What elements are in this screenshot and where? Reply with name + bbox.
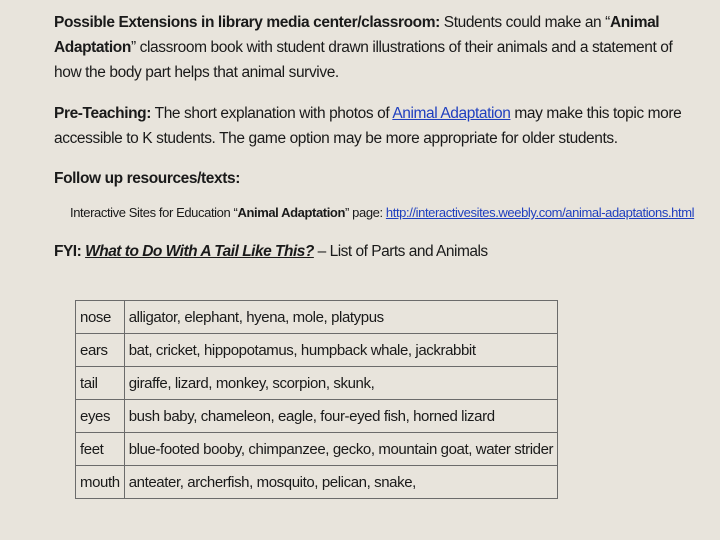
table-row (76, 400, 558, 433)
part-cell: nose (76, 301, 125, 334)
resource-text-1: Interactive Sites for Education “ (70, 205, 238, 220)
animals-cell: blue-footed booby, chimpanzee, gecko, mountain goat, water strider (124, 433, 557, 466)
resource-text-2: ” page: (345, 205, 386, 220)
resource-line (70, 203, 700, 223)
extensions-text-1: Students could make an “ (439, 14, 610, 31)
fyi-suffix: – List of Parts and Animals (313, 243, 488, 260)
fyi-line (54, 240, 699, 264)
animals-cell: bush baby, chameleon, eagle, four-eyed fish, horned lizard (124, 400, 557, 433)
table-row (76, 466, 558, 499)
table-row (76, 433, 558, 466)
part-cell: mouth (76, 466, 125, 499)
fyi-label: FYI: (54, 243, 86, 260)
extensions-paragraph (54, 10, 699, 85)
part-cell: tail (76, 367, 125, 400)
extensions-label: Possible Extensions in library media center/classroom: (54, 14, 440, 31)
followup-heading: Follow up resources/texts: (54, 170, 240, 187)
animal-adaptation-link[interactable]: Animal Adaptation (392, 105, 511, 122)
part-cell: eyes (76, 400, 125, 433)
part-cell: feet (76, 433, 125, 466)
parts-table (75, 300, 558, 499)
table-row (76, 301, 558, 334)
extensions-bold-phrase: Animal Adaptation (54, 14, 660, 56)
preteaching-label: Pre-Teaching: (54, 105, 152, 122)
animals-cell: bat, cricket, hippopotamus, humpback whale, jackrabbit (124, 334, 557, 367)
extensions-text-2: ” classroom book with student drawn illustrations of their animals and a statement of how the body part helps that animal survive. (54, 39, 673, 81)
fyi-book-title: What to Do With A Tail Like This? (85, 243, 314, 260)
resource-url-link[interactable]: http://interactivesites.weebly.com/animal-adaptations.html (385, 205, 695, 220)
preteaching-paragraph (54, 101, 699, 151)
table-row (76, 367, 558, 400)
preteaching-text-2: may make this topic more accessible to K students. The game option may be more appropriate for older students. (54, 105, 682, 147)
part-cell: ears (76, 334, 125, 367)
animals-cell: giraffe, lizard, monkey, scorpion, skunk, (124, 367, 557, 400)
table-row (76, 334, 558, 367)
preteaching-text-1: The short explanation with photos of (151, 105, 393, 122)
resource-bold-phrase: Animal Adaptation (237, 205, 346, 220)
animals-cell: alligator, elephant, hyena, mole, platypus (124, 301, 557, 334)
animals-cell: anteater, archerfish, mosquito, pelican, snake, (124, 466, 557, 499)
